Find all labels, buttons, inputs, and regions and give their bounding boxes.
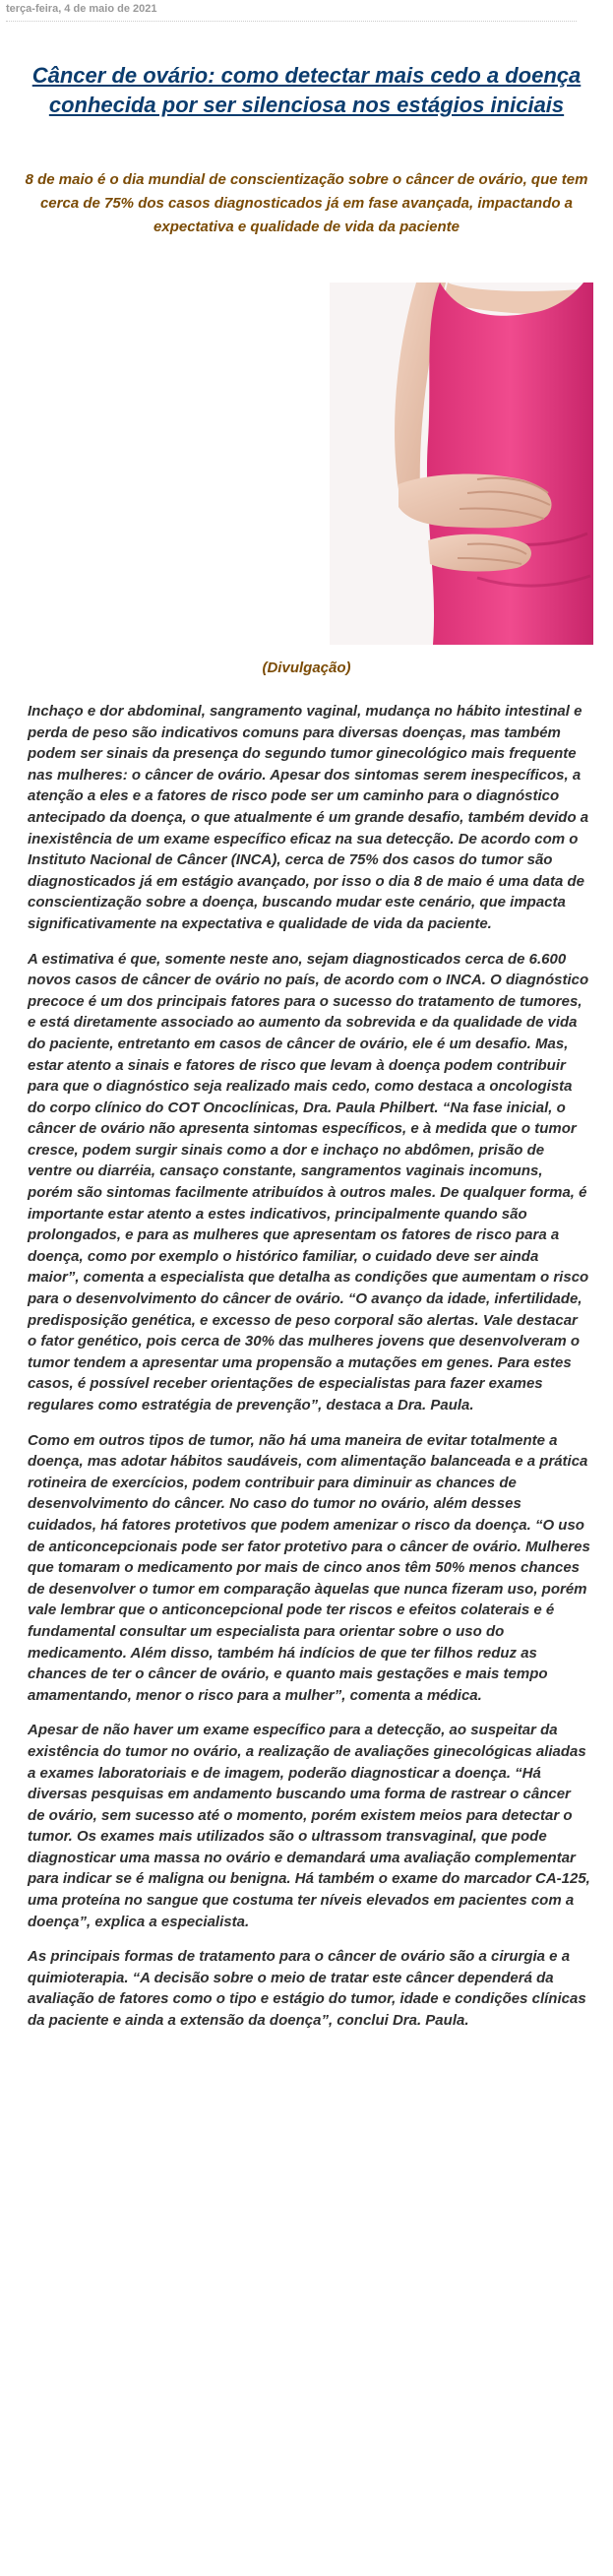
woman-abdomen-illustration xyxy=(330,283,593,645)
article-paragraph: Inchaço e dor abdominal, sangramento vaginal, mudança no hábito intestinal e perda de peso são indicativos comuns para diversas doenças, mas também podem ser sinais da presença do segundo tumor ginecológico mais frequente nas mulheres: o câncer de ovário. Apesar dos sintomas serem inespecíficos, a atenção a eles e a fatores de risco pode ser um caminho para o diagnóstico antecipado da doença, o que atualmente é um grande desafio, também devido a inexistência de um exame específico eficaz na sua detecção. De acordo com o Instituto Nacional de Câncer (INCA), cerca de 75% dos casos do tumor são diagnosticados já em estágio avançado, por isso o dia 8 de maio é uma data de conscientização sobre a doença, buscando mudar este cenário, que impacta significativamente na expectativa e qualidade de vida da paciente. xyxy=(28,703,589,932)
post-title[interactable]: Câncer de ovário: como detectar mais cedo a doença conhecida por ser silenciosa nos estágios iniciais xyxy=(31,63,582,117)
article-body xyxy=(28,701,590,2045)
post-subtitle: 8 de maio é o dia mundial de conscientização sobre o câncer de ovário, que tem cerca de 75% dos casos diagnosticados já em fase avançada, impactando a expectativa e qualidade de vida da paciente xyxy=(25,171,588,235)
article-paragraph: Apesar de não haver um exame específico para a detecção, ao suspeitar da existência do tumor no ovário, a realização de avaliações ginecológicas aliadas a exames laboratoriais e de imagem, poderão diagnosticar a doença. “Há diversas pesquisas em andamento buscando uma forma de rastrear o câncer de ovário, sem sucesso até o momento, porém existem meios para detectar o tumor. Os exames mais utilizados são o ultrassom transvaginal, que pode diagnosticar uma massa no ovário e demandará uma avaliação complementar para indicar se é maligna ou benigna. Há também o exame do marcador CA-125, uma proteína no sangue que costuma ter níveis elevados em pacientes com a doença”, explica a especialista. xyxy=(28,1722,590,1930)
post-date-header: terça-feira, 4 de maio de 2021 xyxy=(6,3,577,22)
article-paragraph: Como em outros tipos de tumor, não há uma maneira de evitar totalmente a doença, mas adotar hábitos saudáveis, com alimentação balanceada e a prática rotineira de exercícios, podem contribuir para diminuir as chances de desenvolvimento do câncer. No caso do tumor no ovário, além desses cuidados, há fatores protetivos que podem amenizar o risco da doença. “O uso de anticoncepcionais pode ser fator protetivo para o câncer de ovário. Mulheres que tomaram o medicamento por mais de cinco anos têm 50% menos chances de desenvolver o tumor em comparação àquelas que nunca fizeram uso, porém vale lembrar que o anticoncepcional pode ter riscos e efeitos colaterais e é fundamental consultar um especialista para orientar sobre o uso do medicamento. Além disso, também há indícios de que ter filhos reduz as chances de ter o câncer de ovário, e quanto mais gestações e mais tempo amamentando, menor o risco para a mulher”, comenta a médica. xyxy=(28,1431,590,1704)
article-photo xyxy=(330,283,593,645)
article-paragraph: A estimativa é que, somente neste ano, sejam diagnosticados cerca de 6.600 novos casos de câncer de ovário no país, de acordo com o INCA. O diagnóstico precoce é um dos principais fatores para o sucesso do tratamento de tumores, e está diretamente associado ao aumento da sobrevida e da qualidade de vida do paciente, entretanto em casos de câncer de ovário, ele é um desafio. Mas, estar atento a sinais e fatores de risco que levam à doença podem contribuir para que o diagnóstico seja realizado mais cedo, como destaca a oncologista do corpo clínico do COT Oncoclínicas, Dra. Paula Philbert. “Na fase inicial, o câncer de ovário não apresenta sintomas específicos, e à medida que o tumor cresce, podem surgir sinais como a dor e inchaço no abdômen, prisão de ventre ou diarréia, cansaço constante, sangramentos vaginais incomuns, porém são sintomas facilmente atribuídos à outros males. De qualquer forma, é importante estar atento a estes indicativos, principalmente quando são prolongados, e para as mulheres que apresentam os fatores de risco para a doença, como por exemplo o histórico familiar, o cuidado deve ser ainda maior”, comenta a especialista que detalha as condições que aumentam o risco para o desenvolvimento do câncer de ovário. “O avanço da idade, infertilidade, predisposição genética, e excesso de peso corporal são alertas. Vale destacar o fator genético, pois cerca de 30% das mulheres jovens que desenvolveram o tumor tendem a apresentar uma propensão a mutações em genes. Para estes casos, é possível receber orientações de especialistas para fazer exames regulares como estratégia de prevenção”, destaca a Dra. Paula. xyxy=(28,950,589,1414)
image-caption: (Divulgação) xyxy=(262,660,351,676)
article-paragraph: As principais formas de tratamento para o câncer de ovário são a cirurgia e a quimioterapia. “A decisão sobre o meio de tratar este câncer dependerá da avaliação de fatores como o tipo e estágio do tumor, idade e condições clínicas da paciente e ainda a extensão da doença”, conclui Dra. Paula. xyxy=(28,1948,586,2030)
